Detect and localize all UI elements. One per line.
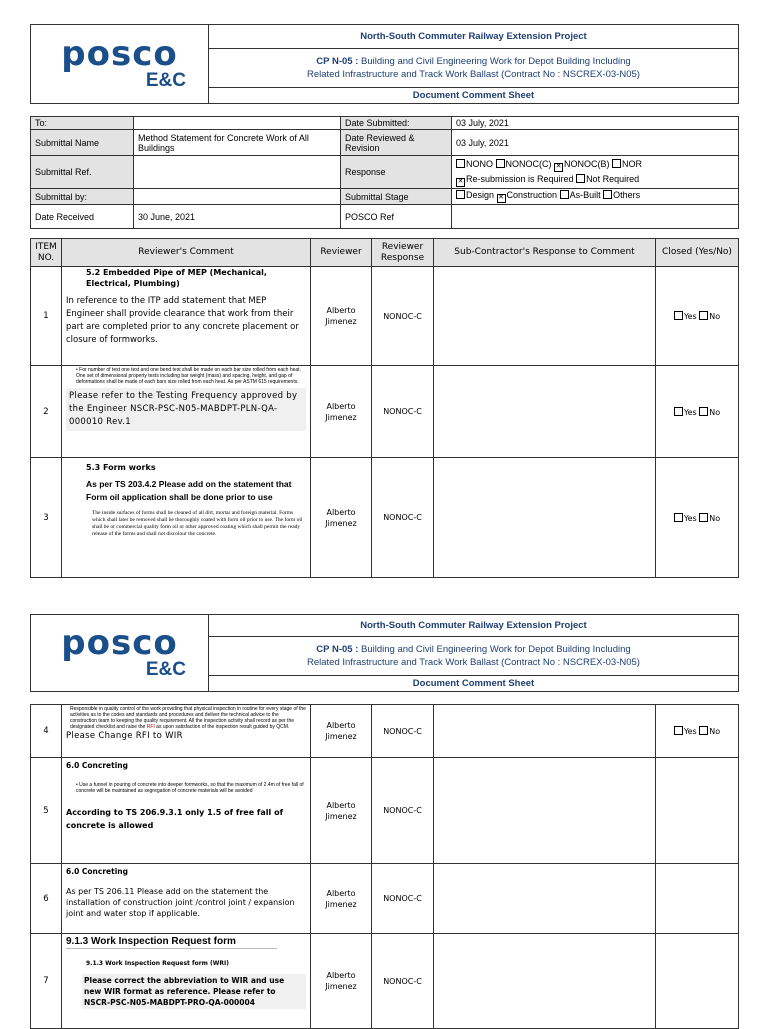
checkbox-design[interactable] [456,190,465,199]
checkbox-no[interactable] [699,726,708,735]
opt-design: Design [466,190,495,200]
comment-cell [62,934,311,1029]
subcontractor-response[interactable] [434,758,656,864]
item-no: 2 [31,366,62,458]
col-reviewer-response: Reviewer Response [372,239,434,267]
submittal-ref-value [134,156,341,189]
logo-sub: E&C [145,70,186,91]
response-options [452,156,739,189]
no-label: No [709,513,721,523]
contract-description [209,49,739,87]
reviewer-name: Alberto Jimenez [311,864,372,934]
subcontractor-response[interactable] [434,366,656,458]
to-label: To: [31,117,134,130]
document-title: Document Comment Sheet [209,675,739,691]
table-row [31,458,739,578]
reviewer-response: NONOC-C [372,864,434,934]
opt-not-required: Not Required [586,174,640,184]
table-row [31,758,739,864]
opt-nonoc-c: NONOC(C) [505,159,552,169]
reviewer-name: Alberto Jimenez [311,366,372,458]
opt-nor: NOR [622,159,643,169]
comment-heading: 5.2 Embedded Pipe of MEP (Mechanical, Electrical, Plumbing) [86,268,267,288]
opt-as-built: As-Built [569,190,601,200]
comment-cell [62,705,311,758]
page1-header-table [30,24,739,104]
reviewer-response: NONOC-C [372,366,434,458]
posco-ref-value [452,205,739,229]
no-label: No [709,407,721,417]
opt-nono: NONO [466,159,493,169]
table-row [31,934,739,1029]
subcontractor-response[interactable] [434,864,656,934]
closed-yes-no [656,267,739,366]
checkbox-no[interactable] [699,407,708,416]
no-label: No [709,727,721,736]
spec-excerpt [66,706,306,730]
submittal-name-label: Submittal Name [31,130,134,156]
subcontractor-response[interactable] [434,705,656,758]
col-comment: Reviewer's Comment [62,239,311,267]
submittal-ref-label: Submittal Ref. [31,156,134,189]
date-received-label: Date Received [31,205,134,229]
opt-construction: Construction [506,190,558,200]
checkbox-nonoc-c[interactable] [496,159,505,168]
opt-nonoc-b: NONOC(B) [564,159,610,169]
checkbox-others[interactable] [603,190,612,199]
closed-yes-no [656,366,739,458]
comment-table-page2 [30,704,739,1029]
reviewer-response: NONOC-C [372,458,434,578]
checkbox-yes[interactable] [674,407,683,416]
checkbox-yes[interactable] [674,513,683,522]
closed-cell [656,864,739,934]
company-logo [31,615,209,692]
comment-table-page1 [30,238,739,578]
opt-others: Others [613,190,641,200]
opt-resubmission: Re-submission is Required [466,174,574,184]
item-no: 3 [31,458,62,578]
submittal-stage-label: Submittal Stage [341,189,452,205]
cp-line2: Related Infrastructure and Track Work Ballast (Contract No : NSCREX-03-N05) [307,69,640,81]
page2-header-table [30,614,739,692]
item-no: 7 [31,934,62,1029]
checkbox-construction-checked[interactable]: ✕ [498,194,504,201]
yes-label: Yes [683,407,697,417]
project-title: North-South Commuter Railway Extension Project [209,615,739,637]
date-submitted-label: Date Submitted: [341,117,452,130]
comment-heading: 9.1.3 Work Inspection Request form [66,935,277,949]
subcontractor-response[interactable] [434,458,656,578]
reviewer-name: Alberto Jimenez [311,267,372,366]
checkbox-nor[interactable] [612,159,621,168]
table-row [31,267,739,366]
reviewer-response: NONOC-C [372,267,434,366]
logo-wordmark: posco [61,623,178,663]
spec-excerpt: • For number of test one test and one bend test shall be made on each bar size rolled from each heat. One set of dimensional property tests including bar weight (mass) and spacing, height, and gap of deformations shall be made of each bars size rolled from each heat. As per ASTM 615 requirements. [76,367,301,385]
subcontractor-response[interactable] [434,934,656,1029]
reviewer-response: NONOC-C [372,758,434,864]
comment-cell [62,267,311,366]
item-no: 5 [31,758,62,864]
spec-excerpt-text: For number of test one test and one bend test shall be made on each bar size rolled from each heat. One set of dimensional property tests including bar weight (mass) and spacing, height, and gap of deformations shall be made of each bars size rolled from each heat. As per ASTM 615 requirements. [76,367,301,385]
comment-text: Please Change RFI to WIR [66,731,183,741]
cp-code: CP N-05 : [316,56,359,68]
yes-label: Yes [683,312,697,321]
table-row [31,366,739,458]
spec-excerpt-b: as upon satisfaction of the inspection result guided by QCM. [154,724,290,730]
reviewer-response: NONOC-C [372,705,434,758]
closed-yes-no [656,705,739,758]
reviewer-name: Alberto Jimenez [311,458,372,578]
cp-code: CP N-05 : [316,644,359,656]
closed-cell [656,758,739,864]
yes-label: Yes [683,513,697,523]
company-logo [31,25,209,104]
comment-text: According to TS 206.9.3.1 only 1.5 of free fall of concrete is allowed [66,808,284,830]
date-received-value: 30 June, 2021 [134,205,341,229]
col-reviewer: Reviewer [311,239,372,267]
cp-line2: Related Infrastructure and Track Work Ballast (Contract No : NSCREX-03-N05) [307,657,640,669]
date-submitted-value: 03 July, 2021 [452,117,739,130]
logo-sub: E&C [145,659,186,680]
submittal-info-table [30,116,739,229]
comment-cell [62,366,311,458]
comment-cell [62,758,311,864]
reviewer-name: Alberto Jimenez [311,758,372,864]
subcontractor-response[interactable] [434,267,656,366]
comment-text: As per TS 206.11 Please add on the statement the installation of construction joint /control joint / expansion joint and water stop if applicable. [66,887,295,918]
date-reviewed-value: 03 July, 2021 [452,130,739,156]
closed-cell [656,934,739,1029]
cp-line1: Building and Civil Engineering Work for Depot Building Including [358,644,631,656]
spec-excerpt: The inside surfaces of forms shall be cleaned of all dirt, mortar and foreign material. Forms which shall later be removed shall be thoroughly coated with form oil prior to use. The form oil shall be or commercial quality form oil or other approved coating which shall permit the ready release of the forms and shall not discolour the concrete. [92,510,303,537]
table-row [31,705,739,758]
checkbox-not-required[interactable] [576,174,585,183]
cp-line1: Building and Civil Engineering Work for Depot Building Including [358,56,631,68]
submittal-by-label: Submittal by: [31,189,134,205]
checkbox-yes[interactable] [674,726,683,735]
to-value [134,117,341,130]
checkbox-nono[interactable] [456,159,465,168]
item-no: 4 [31,705,62,758]
reviewer-name: Alberto Jimenez [311,934,372,1029]
posco-ref-label: POSCO Ref [341,205,452,229]
project-title: North-South Commuter Railway Extension Project [209,25,739,49]
comment-text: As per TS 203.4.2 Please add on the statement that Form oil application shall be done prior to use [86,479,292,502]
comment-cell [62,458,311,578]
submittal-name-value: Method Statement for Concrete Work of All Buildings [134,130,341,156]
item-no: 1 [31,267,62,366]
col-closed: Closed (Yes/No) [656,239,739,267]
stage-options [452,189,739,205]
comment-text: Please refer to the Testing Frequency approved by the Engineer NSCR-PSC-N05-MABDPT-PLN-QA-000010 Rev.1 [66,388,306,431]
response-label: Response [341,156,452,189]
date-reviewed-label: Date Reviewed & Revision [341,130,452,156]
spec-excerpt-text: Use a funnel in pouring of concrete into deeper formworks, so that the maximum of 2.4m of free fall of concrete will be maintained as segregation of concrete materials will be avoided [76,782,304,794]
comment-subheading: 9.1.3 Work Inspection Request form (WRI) [86,960,229,967]
comment-heading: 6.0 Concreting [66,761,128,770]
closed-yes-no [656,458,739,578]
no-label: No [709,312,721,321]
contract-description [209,637,739,676]
spec-excerpt-a: Responsible in quality control of the work providing that physical inspection in routine for every stage of the activities as to the codes and standards and procedures and deliver the technical advice to the construction team to keeping the quality requirement. All the inspection activity shall record as per the designated checklist and raise the [70,706,306,730]
comment-heading: 6.0 Concreting [66,867,128,876]
spec-excerpt-rfi: RFI [146,724,155,730]
document-title: Document Comment Sheet [209,87,739,103]
checkbox-nonoc-b-checked[interactable]: ✕ [555,163,562,170]
spec-excerpt: • Use a funnel in pouring of concrete into deeper formworks, so that the maximum of 2.4m of free fall of concrete will be maintained as segregation of concrete materials will be avoided [76,782,304,794]
item-no: 6 [31,864,62,934]
reviewer-response: NONOC-C [372,934,434,1029]
checkbox-yes[interactable] [674,311,683,320]
comment-text: Please correct the abbreviation to WIR and use new WIR format as reference. Please refer to NSCR-PSC-N05-MABDPT-PRO-QA-000004 [82,974,306,1009]
comment-cell [62,864,311,934]
checkbox-as-built[interactable] [560,190,569,199]
checkbox-no[interactable] [699,311,708,320]
col-subcontractor-response: Sub-Contractor's Response to Comment [434,239,656,267]
comment-text: In reference to the ITP add statement that MEP Engineer shall provide clearance that work from their part are completed prior to any concrete placement or closure of formworks. [66,296,299,345]
col-item-no: ITEM NO. [31,239,62,267]
checkbox-no[interactable] [699,513,708,522]
table-row [31,864,739,934]
yes-label: Yes [683,727,697,736]
comment-heading: 5.3 Form works [86,463,156,472]
checkbox-resubmission-checked[interactable]: ✕ [457,178,464,185]
submittal-by-value [134,189,341,205]
reviewer-name: Alberto Jimenez [311,705,372,758]
logo-wordmark: posco [61,34,178,74]
